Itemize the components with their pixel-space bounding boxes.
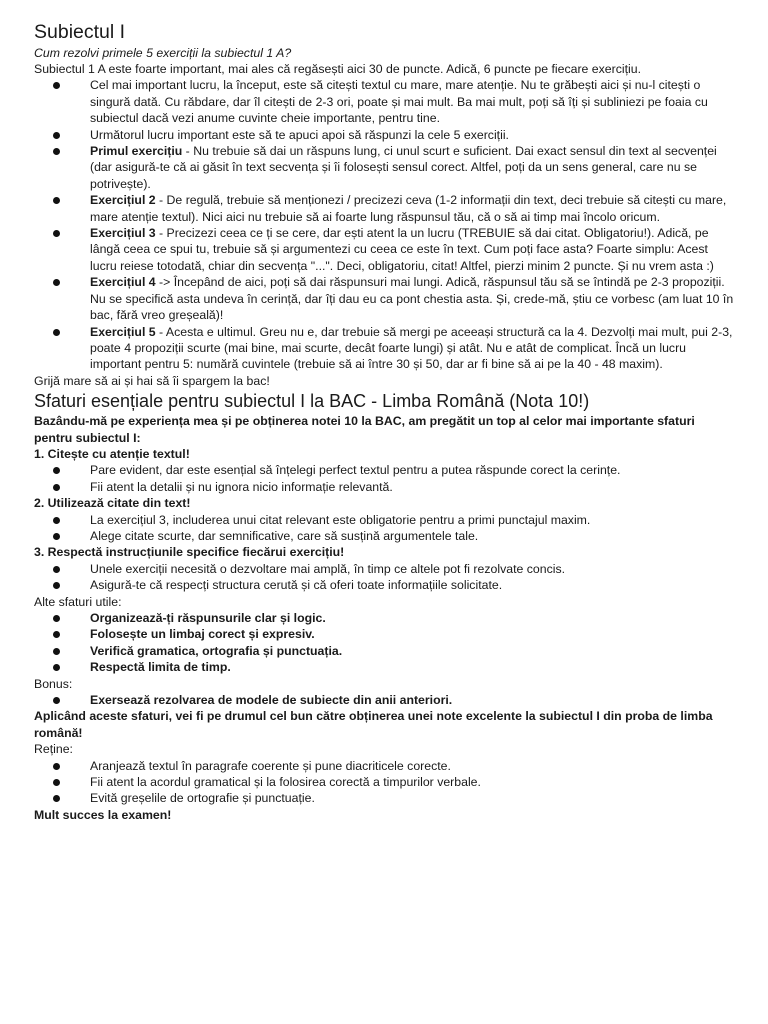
bullet-icon — [53, 484, 60, 491]
list-item: Fii atent la acordul gramatical și la folosirea corectă a timpurilor verbale. — [34, 774, 734, 790]
list-item: Respectă limita de timp. — [34, 659, 734, 675]
bullet-icon — [53, 132, 60, 139]
bullet-icon — [53, 329, 60, 336]
tip-heading: 1. Citește cu atenție textul! — [34, 446, 190, 461]
bullet-icon — [53, 648, 60, 655]
bullet-icon — [53, 566, 60, 573]
apply-paragraph: Aplicând aceste sfaturi, vei fi pe drumul cel bun către obținerea unei note excelente la subiectul I din proba de limba română! — [34, 709, 713, 740]
list-item: Aranjează textul în paragrafe coerente și pune diacriticele corecte. — [34, 758, 734, 774]
bullet-icon — [53, 533, 60, 540]
list-item: Exercițiul 4 -> Începând de aici, poți să dai răspunsuri mai lungi. Adică, răspunsul tău să se întindă pe 2-3 propoziții. Nu se specifică asta undeva în cerință, dar îți dau eu ca pont chestia asta. Și, crede-mă, știu ce vorbesc (am luat 10 în bac, fără vreo greșeală)! — [34, 274, 734, 323]
bullet-icon — [53, 82, 60, 89]
list-item: Verifică gramatica, ortografia și punctuația. — [34, 643, 734, 659]
question-subtitle: Cum rezolvi primele 5 exerciții la subiectul 1 A? — [34, 46, 292, 60]
list-item: Primul exercițiu - Nu trebuie să dai un răspuns lung, ci unul scurt e suficient. Dai exact sensul din text al secvenței (dar asigură-te că ai găsit în text secvența și îi folosești sensul corect. Altfel, poți da un sens general, care nu se potrivește). — [34, 143, 734, 192]
tip-heading: 2. Utilizează citate din text! — [34, 496, 191, 511]
list-item: Următorul lucru important este să te apuci apoi să răspunzi la cele 5 exerciții. — [34, 127, 734, 143]
list-item: Cel mai important lucru, la început, este să citești textul cu mare, mare atenție. Nu te grăbești aici și nu-l citești o singură dată. Cu răbdare, dar îl citești de 2-3 ori, poate și mai mult. Ba mai mult, poți să îți și subliniezi pe foaia cu subiectul dacă vezi anume cuvinte cheie importante, pentru tine. — [34, 77, 734, 126]
list-item: Fii atent la detalii și nu ignora nicio informație relevantă. — [34, 479, 734, 495]
bullet-icon — [53, 615, 60, 622]
bullet-icon — [53, 763, 60, 770]
bullet-icon — [53, 582, 60, 589]
tip-heading: 3. Respectă instrucțiunile specifice fiecărui exercițiu! — [34, 545, 345, 560]
exercise-list — [34, 77, 734, 372]
closing-line: Mult succes la examen! — [34, 807, 172, 822]
list-item: Exersează rezolvarea de modele de subiecte din anii anteriori. — [34, 692, 734, 708]
list-item: Unele exerciții necesită o dezvoltare mai amplă, în timp ce altele pot fi rezolvate concis. — [34, 561, 734, 577]
bullet-icon — [53, 795, 60, 802]
intro-paragraph: Subiectul 1 A este foarte important, mai ales că regăsești aici 30 de puncte. Adică, 6 puncte pe fiecare exercițiu. — [34, 62, 641, 76]
list-item: Exercițiul 5 - Acesta e ultimul. Greu nu e, dar trebuie să mergi pe aceeași structură ca la 4. Dezvolți mai mult, pui 2-3, poate 4 propoziții scurte (mai bine, mai scurte, decât foarte lungi) și atât. Nu e atât de complicat. Încă un lucru important pentru 5: numără cuvintele (trebuie să ai între 30 și 50, dar ar fi bine să ai pe la 40 - 48 maxim). — [34, 324, 734, 373]
list-item: Organizează-ți răspunsurile clar și logic. — [34, 610, 734, 626]
bullet-icon — [53, 697, 60, 704]
bullet-icon — [53, 517, 60, 524]
bullet-icon — [53, 279, 60, 286]
bullet-icon — [53, 148, 60, 155]
bullet-icon — [53, 467, 60, 474]
bullet-icon — [53, 631, 60, 638]
list-item: Folosește un limbaj corect și expresiv. — [34, 626, 734, 642]
list-item: Evită greșelile de ortografie și punctuație. — [34, 790, 734, 806]
list-item: Pare evident, dar este esențial să înțelegi perfect textul pentru a putea răspunde corect la cerințe. — [34, 462, 734, 478]
section-title-sfaturi: Sfaturi esențiale pentru subiectul I la BAC - Limba Română (Nota 10!) — [34, 391, 590, 412]
outro-paragraph: Grijă mare să ai și hai să îi spargem la bac! — [34, 373, 270, 388]
list-item: Alege citate scurte, dar semnificative, care să susțină argumentele tale. — [34, 528, 734, 544]
retine-heading: Reține: — [34, 742, 73, 757]
bullet-icon — [53, 197, 60, 204]
bonus-heading: Bonus: — [34, 676, 73, 691]
list-item: Asigură-te că respecți structura cerută și că oferi toate informațiile solicitate. — [34, 577, 734, 593]
list-item: La exercițiul 3, includerea unui citat relevant este obligatorie pentru a primi punctajul maxim. — [34, 512, 734, 528]
bullet-icon — [53, 230, 60, 237]
other-tips-heading: Alte sfaturi utile: — [34, 594, 122, 609]
sfaturi-intro: Bazându-mă pe experiența mea și pe obținerea notei 10 la BAC, am pregătit un top al celor mai importante sfaturi pentru subiectul I: — [34, 414, 695, 445]
list-item: Exercițiul 3 - Precizezi ceea ce ți se cere, dar ești atent la un lucru (TREBUIE să dai citat. Obligatoriu!). Adică, pe lângă ceea ce spui tu, trebuie să și argumentezi cu ceea ce este în text. Cum poți face asta? Foarte simplu: Acest lucru reiese totodată, chiar din secvența "...". Deci, obligatoriu, citat! Altfel, pierzi minim 2 puncte. Și nu vrem asta :) — [34, 225, 734, 274]
section-title-subiectul-1: Subiectul I — [34, 21, 126, 43]
list-item: Exercițiul 2 - De regulă, trebuie să menționezi / precizezi ceva (1-2 informații din text, deci trebuie să citești cu mare, mare atenție textul). Nici aici nu trebuie să ai foarte lung răspunsul tău, că o să ai timp mai încolo oricum. — [34, 192, 734, 225]
bullet-icon — [53, 779, 60, 786]
bullet-icon — [53, 664, 60, 671]
